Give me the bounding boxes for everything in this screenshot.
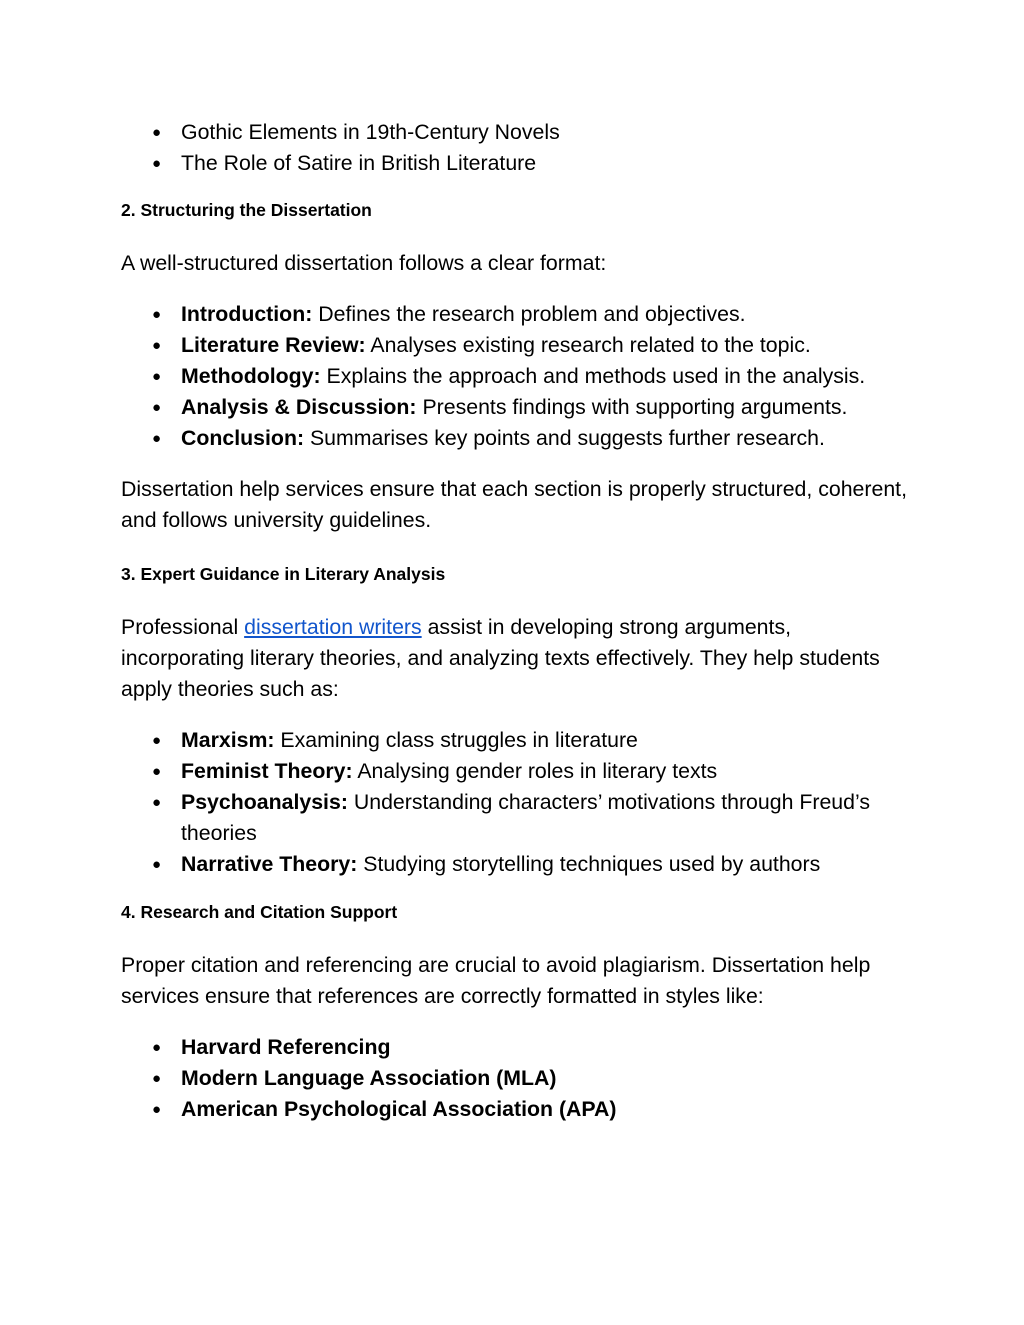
- bullet-icon: ●: [152, 155, 162, 172]
- list-item-text: Analyses existing research related to the topic.: [365, 333, 811, 357]
- list-item-term: Harvard Referencing: [181, 1035, 391, 1059]
- list-item-text: Summarises key points and suggests further research.: [304, 426, 825, 450]
- list-item: [152, 299, 911, 330]
- list-item-term: Introduction:: [181, 302, 313, 326]
- list-item: [152, 725, 911, 756]
- bullet-icon: ●: [152, 1070, 162, 1087]
- bullet-icon: ●: [152, 856, 162, 873]
- paragraph-text: Professional: [121, 615, 245, 639]
- bullet-icon: ●: [152, 1101, 162, 1118]
- list-item-term: Modern Language Association (MLA): [181, 1066, 557, 1090]
- section-heading: 3. Expert Guidance in Literary Analysis: [121, 564, 446, 584]
- list-item-term: Marxism:: [181, 728, 275, 752]
- list-item: [152, 392, 911, 423]
- bullet-icon: ●: [152, 763, 162, 780]
- paragraph-text: assist in developing strong arguments, incorporating literary theories, and analyzing texts effectively. They help students apply theories such as:: [121, 615, 880, 701]
- list-item-text: Studying storytelling techniques used by authors: [357, 852, 821, 876]
- list-item: [152, 361, 911, 392]
- list-item-text: Understanding characters’ motivations through Freud’s theories: [181, 790, 870, 845]
- list-item: [152, 1094, 911, 1125]
- list-item: [152, 849, 911, 880]
- list-item-term: Analysis & Discussion:: [181, 395, 417, 419]
- list-item-text: Analysing gender roles in literary texts: [352, 759, 718, 783]
- bullet-icon: ●: [152, 337, 162, 354]
- bullet-icon: ●: [152, 1039, 162, 1056]
- topic-list: [121, 117, 911, 179]
- list-item: [152, 787, 911, 849]
- section-heading: 2. Structuring the Dissertation: [121, 200, 372, 220]
- list-item-term: American Psychological Association (APA): [181, 1097, 617, 1121]
- list-item-text: Gothic Elements in 19th-Century Novels: [181, 120, 560, 144]
- list-item: [152, 1063, 911, 1094]
- list-item: [152, 1032, 911, 1063]
- section-paragraph: [121, 612, 911, 705]
- list-item-text: Explains the approach and methods used in the analysis.: [320, 364, 866, 388]
- section-intro: Proper citation and referencing are crucial to avoid plagiarism. Dissertation help services ensure that references are correctly formatted in styles like:: [121, 953, 871, 1008]
- dissertation-writers-link[interactable]: dissertation writers: [244, 615, 422, 639]
- list-item-text: Examining class struggles in literature: [274, 728, 638, 752]
- list-item-term: Narrative Theory:: [181, 852, 358, 876]
- list-item: [152, 756, 911, 787]
- document-body: [121, 117, 911, 1125]
- list-item-text: The Role of Satire in British Literature: [181, 151, 537, 175]
- theory-list: [121, 725, 911, 880]
- bullet-icon: ●: [152, 399, 162, 416]
- bullet-icon: ●: [152, 794, 162, 811]
- bullet-icon: ●: [152, 430, 162, 447]
- structure-list: [121, 299, 911, 454]
- list-item-term: Psychoanalysis:: [181, 790, 348, 814]
- list-item-term: Methodology:: [181, 364, 321, 388]
- list-item-text: Defines the research problem and objectives.: [312, 302, 746, 326]
- bullet-icon: ●: [152, 124, 162, 141]
- list-item: [152, 330, 911, 361]
- list-item: [152, 148, 911, 179]
- section-intro: A well-structured dissertation follows a clear format:: [121, 251, 607, 275]
- bullet-icon: ●: [152, 306, 162, 323]
- bullet-icon: ●: [152, 732, 162, 749]
- list-item-term: Conclusion:: [181, 426, 305, 450]
- section-heading: 4. Research and Citation Support: [121, 902, 398, 922]
- list-item: [152, 423, 911, 454]
- list-item-text: Presents findings with supporting arguments.: [416, 395, 848, 419]
- citation-style-list: [121, 1032, 911, 1125]
- list-item: [152, 117, 911, 148]
- list-item-term: Feminist Theory:: [181, 759, 353, 783]
- list-item-term: Literature Review:: [181, 333, 366, 357]
- bullet-icon: ●: [152, 368, 162, 385]
- section-outro: Dissertation help services ensure that each section is properly structured, coherent, and follows university guidelines.: [121, 477, 908, 532]
